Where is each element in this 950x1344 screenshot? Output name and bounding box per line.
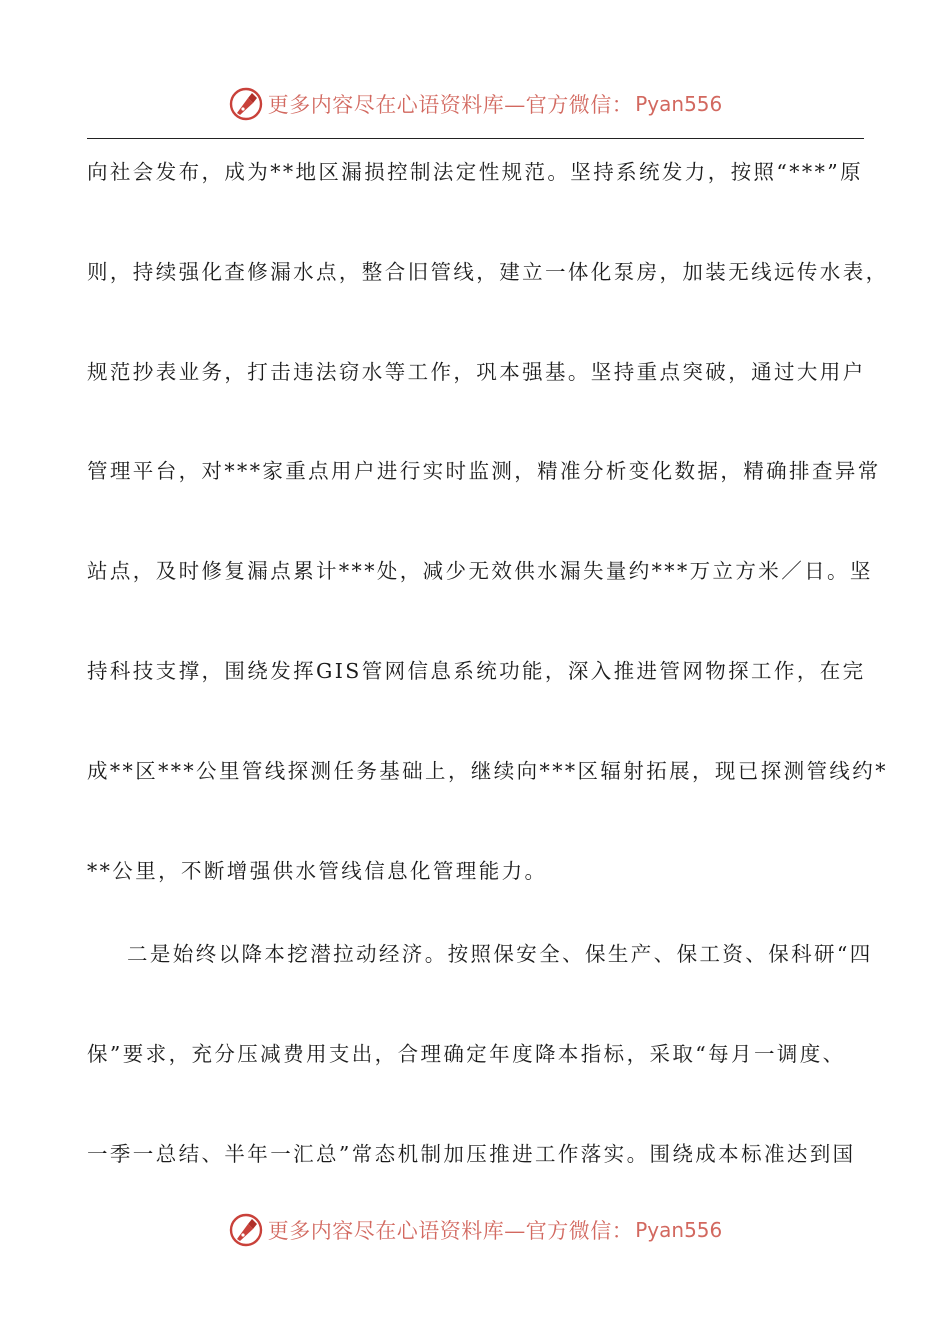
text-line: 保”要求，充分压减费用支出，合理确定年度降本指标，采取“每月一调度、 (87, 1042, 846, 1067)
text-line: 则，持续强化查修漏水点，整合旧管线，建立一体化泵房，加装无线远传水表， (87, 259, 889, 284)
footer-wechat-id: Pyan556 (635, 1218, 723, 1242)
header-banner-text: 更多内容尽在心语资料库—官方微信： (267, 93, 634, 117)
text-line: 站点，及时修复漏点累计***处，减少无效供水漏失量约***万立方米／日。坚 (87, 559, 873, 584)
text-line: 二是始终以降本挖潜拉动经济。按照保安全、保生产、保工资、保科研“四 (127, 942, 873, 967)
text-line: 持科技支撑，围绕发挥GIS管网信息系统功能，深入推进管网物探工作，在完 (87, 658, 866, 683)
pen-nib-logo-icon (228, 1212, 264, 1248)
text-line: 一季一总结、半年一汇总”常态机制加压推进工作落实。围绕成本标准达到国 (87, 1141, 856, 1166)
text-line: 成**区***公里管线探测任务基础上，继续向***区辐射拓展，现已探测管线约* (87, 758, 888, 783)
text-line: 向社会发布，成为**地区漏损控制法定性规范。坚持系统发力，按照“***”原 (87, 160, 864, 184)
pen-nib-logo-icon (228, 86, 264, 122)
paragraph-2 (87, 929, 873, 1228)
header-divider (87, 138, 864, 139)
text-line: **公里，不断增强供水管线信息化管理能力。 (87, 858, 548, 883)
page-footer-banner (0, 1210, 950, 1250)
text-line: 管理平台，对***家重点用户进行实时监测，精准分析变化数据，精确排查异常 (87, 459, 881, 484)
footer-banner-text: 更多内容尽在心语资料库—官方微信： (267, 1219, 634, 1243)
text-line: 规范抄表业务，打击违法窃水等工作，巩本强基。坚持重点突破，通过大用户 (87, 359, 866, 384)
document-body (87, 147, 889, 1229)
paragraph-1 (87, 147, 889, 945)
page-header-banner (0, 84, 950, 124)
header-wechat-id: Pyan556 (635, 92, 723, 116)
